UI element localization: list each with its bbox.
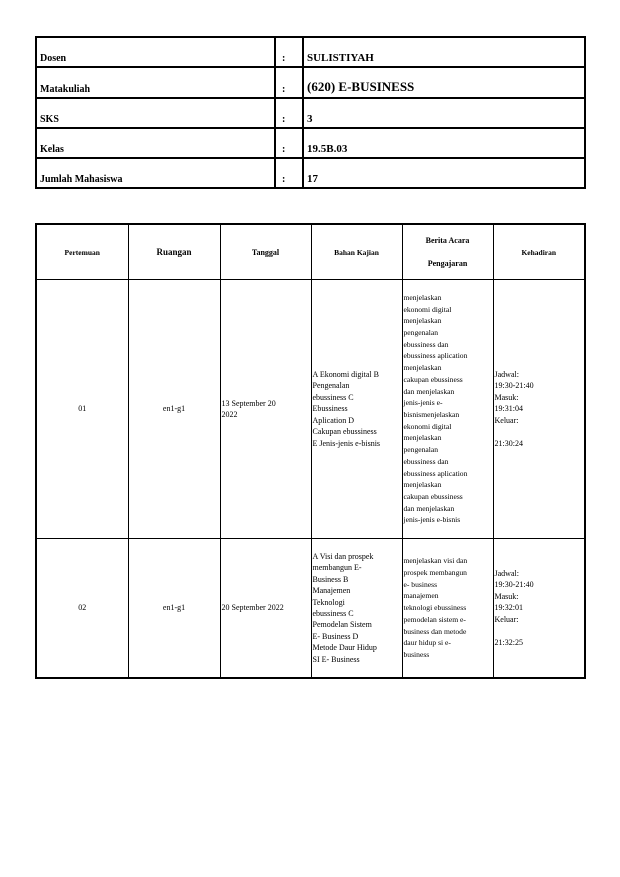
info-label: Dosen [36,37,275,67]
cell-bahan-kajian: A Visi dan prospek membangun E- Business B Manajemen Teknologi ebussiness C Pemodelan Sistem E- Business D Metode Daur Hidup SI E- Business [311,539,402,679]
info-label: Matakuliah [36,67,275,98]
header-kehadiran: Kehadiran [493,224,585,280]
info-colon: : [275,98,303,128]
info-value: 19.5B.03 [303,128,585,158]
cell-ruangan: en1-g1 [128,539,220,679]
info-value: SULISTIYAH [303,37,585,67]
info-value: 3 [303,98,585,128]
info-label: Jumlah Mahasiswa [36,158,275,188]
info-row-jumlah-mahasiswa [36,158,585,188]
header-berita-acara [402,224,493,280]
table-header-row [36,224,585,280]
info-label: Kelas [36,128,275,158]
info-row-sks [36,98,585,128]
cell-berita-acara: menjelaskan visi dan prospek membangun e- business manajemen teknologi ebussiness pemodelan sistem e- business dan metode daur hidup si e- business [402,539,493,679]
header-berita-acara-line1: Berita Acara [425,236,470,245]
cell-pertemuan: 01 [36,280,128,539]
header-tanggal: Tanggal [220,224,311,280]
info-value: 17 [303,158,585,188]
header-pertemuan: Pertemuan [36,224,128,280]
info-row-matakuliah [36,67,585,98]
info-colon: : [275,158,303,188]
header-bahan-kajian: Bahan Kajian [311,224,402,280]
course-info-table [35,36,586,189]
cell-berita-acara: menjelaskan ekonomi digital menjelaskan pengenalan ebussiness dan ebussiness aplication menjelaskan cakupan ebussiness dan menjelaskan jenis-jenis e- bisnismenjelaskan ekonomi digital menjelaskan pengenalan ebussiness dan ebussiness aplication menjelaskan cakupan ebussiness dan menjelaskan jenis-jenis e-bisnis [402,280,493,539]
cell-pertemuan: 02 [36,539,128,679]
cell-ruangan: en1-g1 [128,280,220,539]
info-colon: : [275,128,303,158]
info-colon: : [275,37,303,67]
table-row [36,539,585,679]
cell-tanggal: 20 September 2022 [220,539,311,679]
info-colon: : [275,67,303,98]
cell-kehadiran: Jadwal: 19:30-21:40 Masuk: 19:31:04 Keluar: 21:30:24 [493,280,585,539]
header-berita-acara-line2: Pengajaran [427,259,468,268]
header-ruangan: Ruangan [128,224,220,280]
cell-bahan-kajian: A Ekonomi digital B Pengenalan ebussiness C Ebussiness Aplication D Cakupan ebussiness E Jenis-jenis e-bisnis [311,280,402,539]
cell-kehadiran: Jadwal: 19:30-21:40 Masuk: 19:32:01 Keluar: 21:32:25 [493,539,585,679]
info-row-kelas [36,128,585,158]
info-row-dosen [36,37,585,67]
cell-tanggal: 13 September 20 2022 [220,280,311,539]
info-value: (620) E-BUSINESS [303,67,585,98]
info-label: SKS [36,98,275,128]
attendance-table [35,223,586,679]
table-row [36,280,585,539]
